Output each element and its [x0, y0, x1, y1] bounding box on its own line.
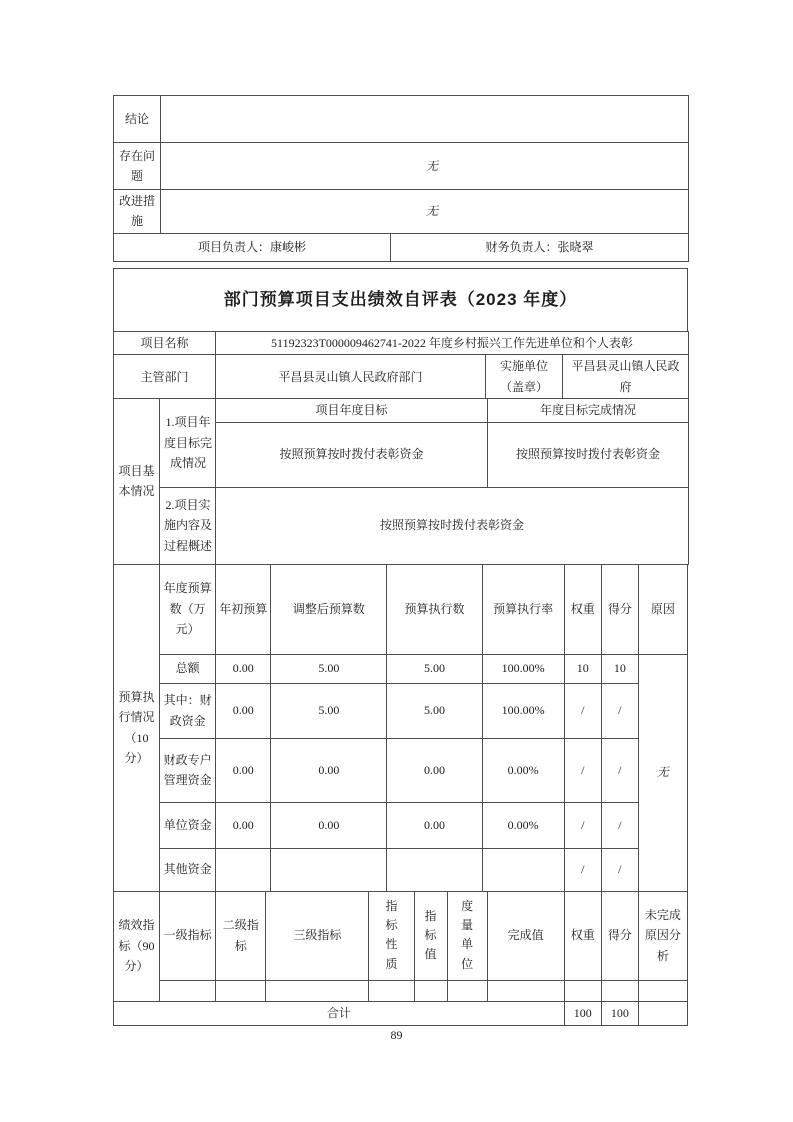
budget-cell: 0.00 — [216, 654, 271, 683]
indicator-empty-cell — [266, 980, 369, 1001]
budget-cell: 5.00 — [271, 683, 387, 738]
project-name-value: 51192323T000009462741-2022 年度乡村振兴工作先进单位和个人表彰 — [216, 332, 689, 355]
indicator-empty-cell — [216, 980, 266, 1001]
project-leader: 项目负责人：康峻彬 — [114, 233, 391, 261]
budget-row-label: 其中：财政资金 — [160, 683, 216, 738]
department-label: 主管部门 — [114, 355, 216, 399]
budget-row-label: 单位资金 — [160, 802, 216, 848]
indicators-sidebar: 绩效指标（90分） — [114, 891, 160, 1001]
budget-cell: / — [564, 738, 601, 802]
budget-cell: 0.00 — [271, 738, 387, 802]
performance-indicators-section — [113, 891, 688, 1026]
budget-cell — [216, 848, 271, 891]
department-row — [113, 354, 689, 399]
total-label: 合计 — [114, 1001, 565, 1025]
budget-cell: 100.00% — [482, 683, 564, 738]
problems-label: 存在问题 — [114, 143, 161, 190]
budget-row-label: 财政专户管理资金 — [160, 738, 216, 802]
goal-header-left: 项目年度目标 — [216, 399, 488, 422]
budget-cell: / — [564, 683, 601, 738]
problems-value: 无 — [161, 143, 689, 190]
budget-cell: / — [601, 738, 638, 802]
budget-header-initial: 年初预算 — [216, 564, 271, 654]
indicator-header-value — [414, 891, 447, 980]
leaders-row — [113, 233, 689, 262]
budget-cell: 0.00 — [387, 738, 482, 802]
budget-cell: / — [564, 802, 601, 848]
finance-leader: 财务负责人：张晓翠 — [391, 233, 689, 261]
budget-row-label: 总额 — [160, 654, 216, 683]
indicator-empty-cell — [414, 980, 447, 1001]
goal-value-right: 按照预算按时拨付表彰资金 — [488, 422, 689, 487]
budget-cell: 0.00 — [216, 738, 271, 802]
budget-cell: / — [601, 802, 638, 848]
impl-section-label: 2.项目实施内容及过程概述 — [160, 487, 216, 564]
conclusion-value — [161, 96, 689, 143]
indicator-empty-cell — [369, 980, 414, 1001]
budget-cell: 0.00 — [216, 683, 271, 738]
budget-cell: 0.00 — [271, 802, 387, 848]
budget-cell: 0.00 — [216, 802, 271, 848]
indicator-header-level3: 三级指标 — [266, 891, 369, 980]
basic-info-section — [113, 398, 689, 564]
basic-sidebar: 项目基本情况 — [114, 399, 160, 564]
indicator-header-unit-text: 度量单位 — [461, 899, 474, 971]
budget-header-score: 得分 — [601, 564, 638, 654]
indicator-empty-cell — [487, 980, 564, 1001]
budget-sidebar: 预算执行情况（10分） — [114, 564, 160, 891]
budget-cell — [387, 848, 482, 891]
budget-cell: / — [564, 848, 601, 891]
budget-cell: / — [601, 848, 638, 891]
goal-value-left: 按照预算按时拨付表彰资金 — [216, 422, 488, 487]
total-score: 100 — [601, 1001, 638, 1025]
indicator-header-value-text: 指标值 — [424, 908, 437, 962]
indicator-empty-cell — [638, 980, 687, 1001]
conclusion-label: 结论 — [114, 96, 161, 143]
total-reason — [638, 1001, 687, 1025]
budget-header-weight: 权重 — [564, 564, 601, 654]
budget-cell: 5.00 — [387, 683, 482, 738]
budget-cell: 0.00 — [387, 802, 482, 848]
impl-unit-value: 平昌县灵山镇人民政府 — [563, 355, 689, 399]
impl-unit-label: 实施单位（盖章） — [486, 355, 563, 399]
indicator-header-level1: 一级指标 — [160, 891, 216, 980]
indicator-header-weight: 权重 — [564, 891, 601, 980]
indicator-header-nature — [369, 891, 414, 980]
measures-value: 无 — [161, 190, 689, 234]
budget-cell — [271, 848, 387, 891]
budget-cell: 5.00 — [387, 654, 482, 683]
indicator-header-nature-text: 指标性质 — [385, 899, 398, 971]
indicator-header-completion: 完成值 — [487, 891, 564, 980]
budget-cell — [482, 848, 564, 891]
budget-header-annual: 年度预算数（万元） — [160, 564, 216, 654]
conclusion-table — [113, 95, 689, 234]
budget-cell: 0.00% — [482, 738, 564, 802]
budget-reason-value: 无 — [638, 654, 687, 891]
project-name-row — [113, 331, 689, 355]
department-value: 平昌县灵山镇人民政府部门 — [216, 355, 486, 399]
goal-section-label: 1.项目年度目标完成情况 — [160, 399, 216, 487]
project-name-label: 项目名称 — [114, 332, 216, 355]
budget-cell: / — [601, 683, 638, 738]
budget-cell: 10 — [601, 654, 638, 683]
indicator-header-reason: 未完成原因分析 — [638, 891, 687, 980]
budget-header-adjusted: 调整后预算数 — [271, 564, 387, 654]
page-number: 89 — [390, 1028, 403, 1042]
indicator-header-unit — [447, 891, 487, 980]
budget-cell: 10 — [564, 654, 601, 683]
indicator-empty-cell — [564, 980, 601, 1001]
indicator-header-score: 得分 — [601, 891, 638, 980]
indicator-empty-cell — [447, 980, 487, 1001]
indicator-empty-cell — [160, 980, 216, 1001]
budget-header-executed: 预算执行数 — [387, 564, 482, 654]
top-table — [113, 95, 688, 262]
self-evaluation-table — [113, 268, 688, 1026]
goal-header-right: 年度目标完成情况 — [488, 399, 689, 422]
budget-header-reason: 原因 — [638, 564, 687, 654]
page-title: 部门预算项目支出绩效自评表（2023 年度） — [114, 269, 688, 332]
indicator-empty-cell — [601, 980, 638, 1001]
budget-row-label: 其他资金 — [160, 848, 216, 891]
indicator-header-level2: 二级指标 — [216, 891, 266, 980]
budget-header-rate: 预算执行率 — [482, 564, 564, 654]
title-row — [113, 268, 688, 332]
impl-section-value: 按照预算按时拨付表彰资金 — [216, 487, 689, 564]
budget-execution-section — [113, 564, 688, 892]
total-weight: 100 — [564, 1001, 601, 1025]
budget-cell: 0.00% — [482, 802, 564, 848]
measures-label: 改进措施 — [114, 190, 161, 234]
budget-cell: 100.00% — [482, 654, 564, 683]
budget-cell: 5.00 — [271, 654, 387, 683]
